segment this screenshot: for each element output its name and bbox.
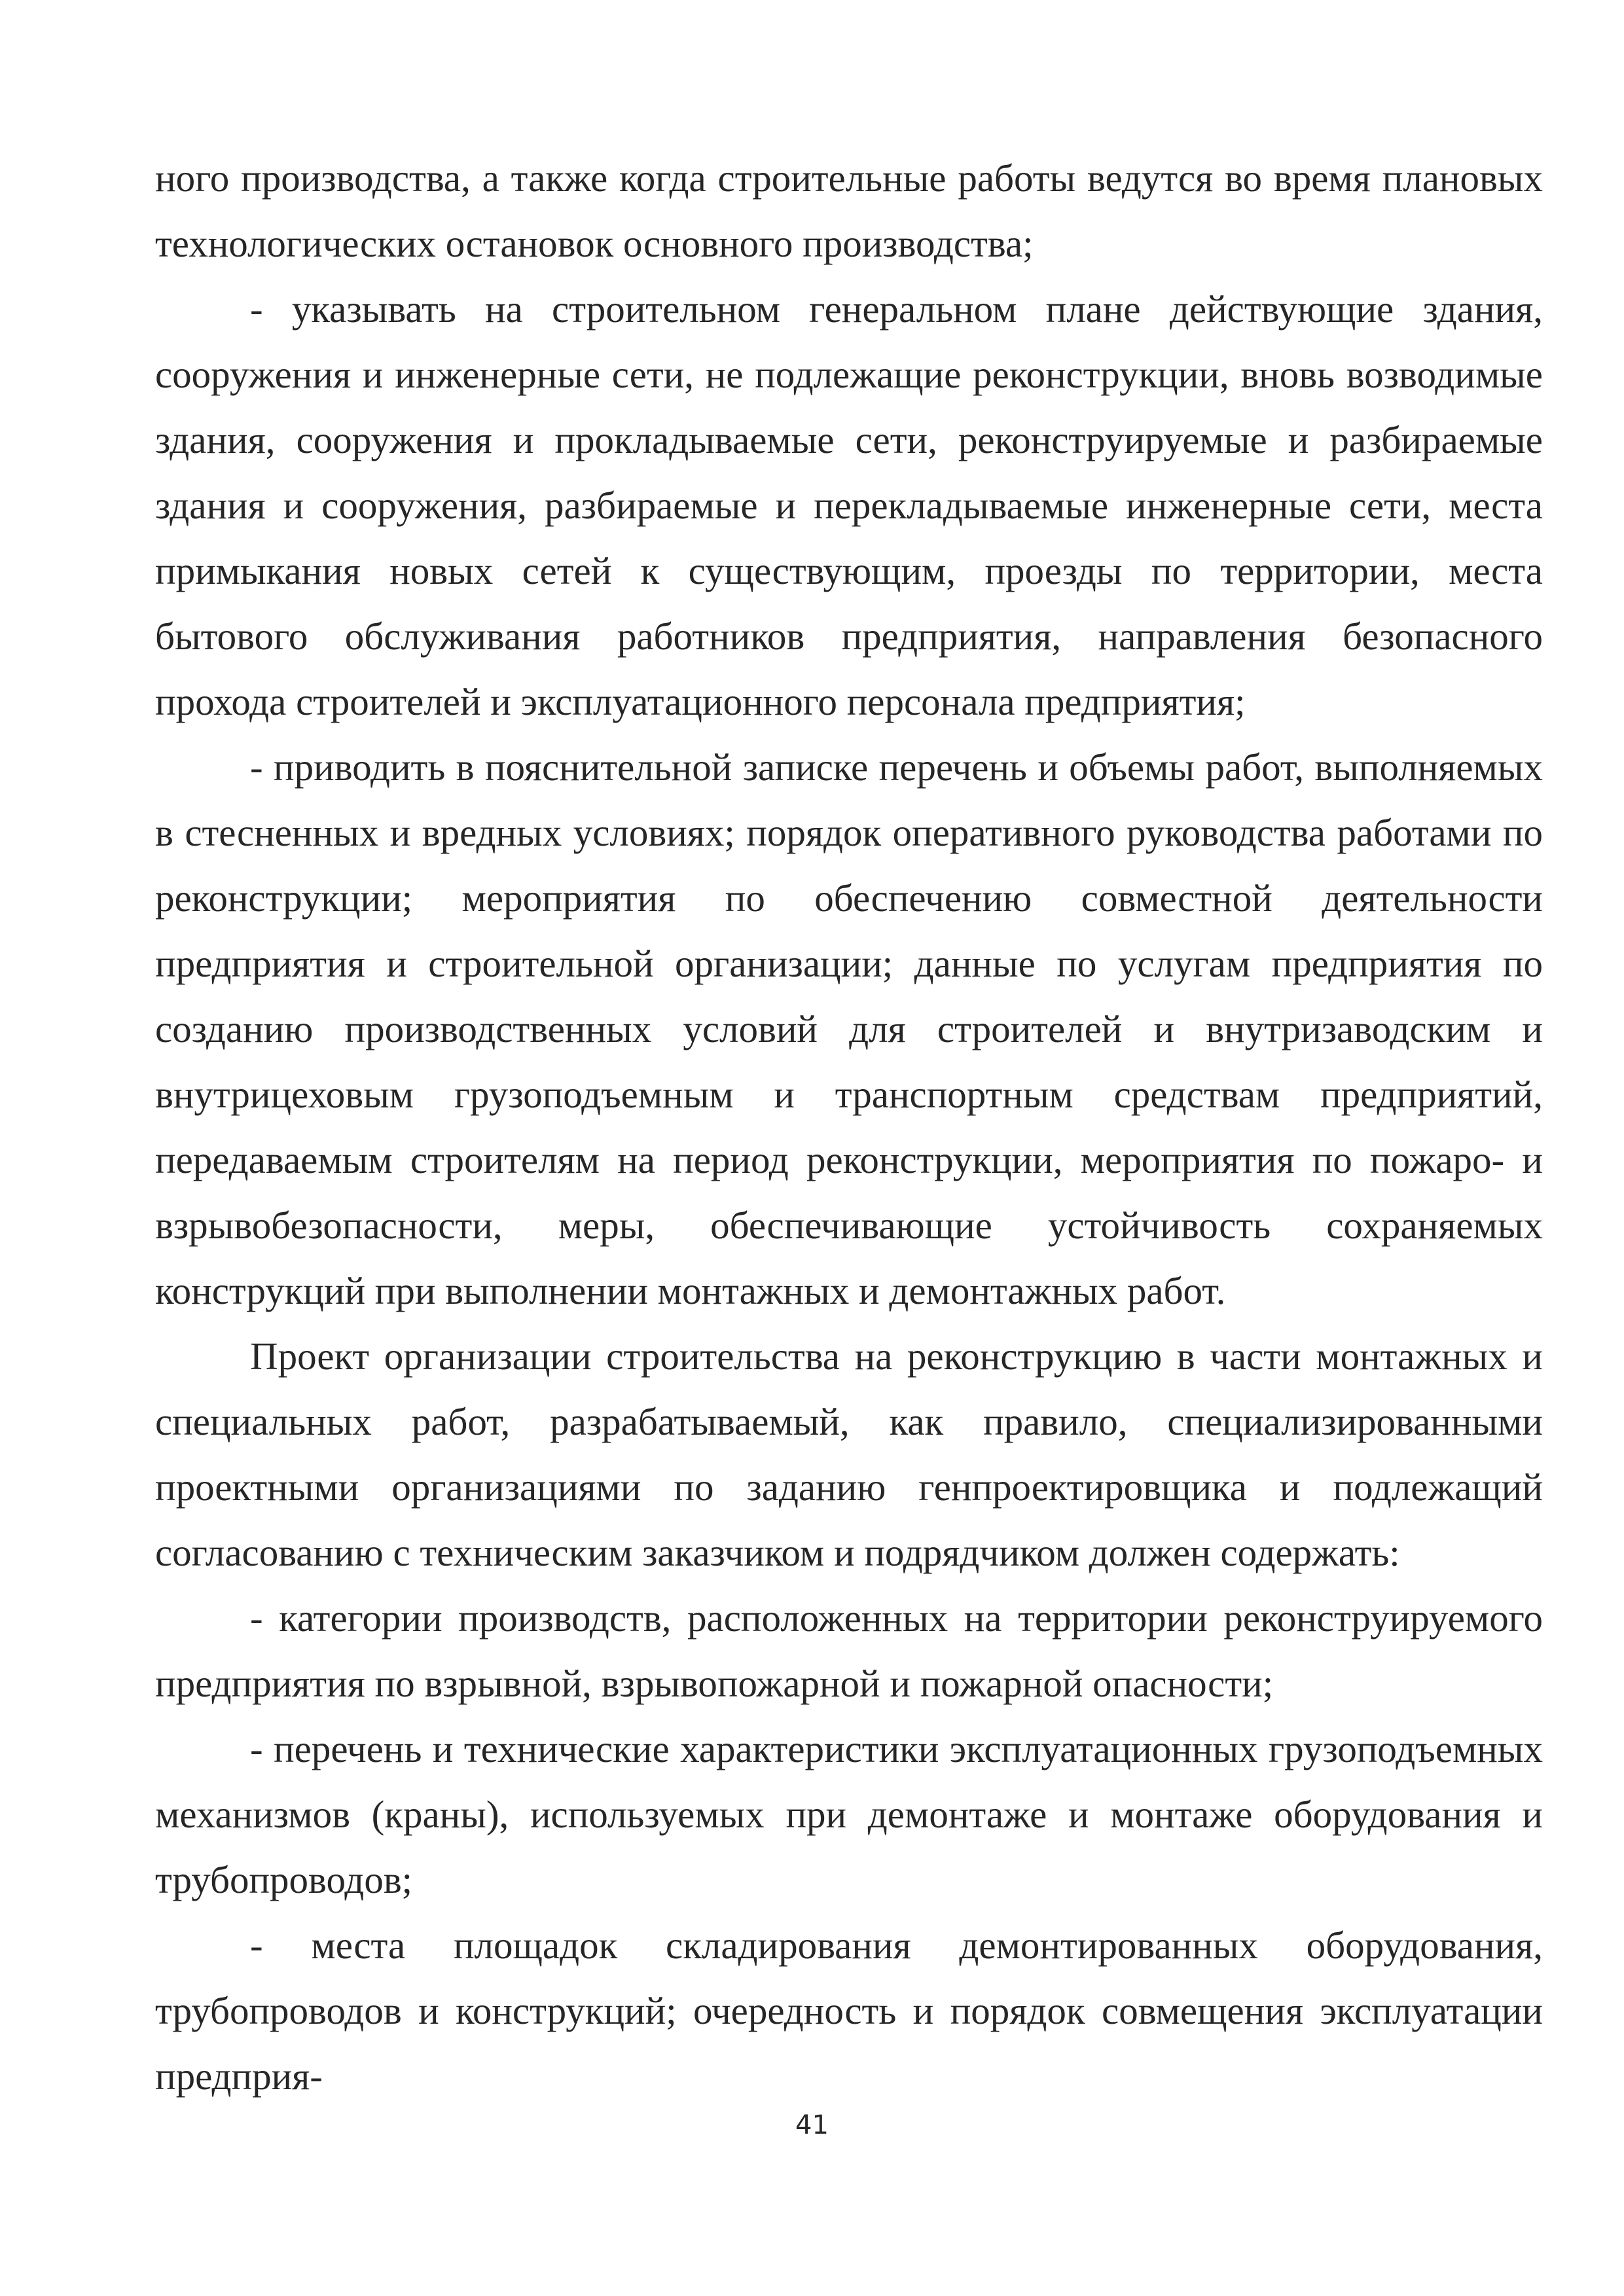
paragraph-list-item: - указывать на строительном генеральном плане действующие здания, сооружения и инженерные сети, не подлежащие реконструкции, вновь возводимые здания, сооружения и прокладываемые сети, реконструируемые и разбираемые здания и сооружения, разбираемые и перекладываемые инженерные сети, места примыкания новых сетей к существующим, проезды по территории, места бытового обслуживания работников предприятия, направления безопасного прохода строителей и эксплуатационного персонала предприятия;: [155, 287, 1543, 723]
paragraph-list-item: - места площадок складирования демонтированных оборудования, трубопроводов и конструкций; очередность и порядок совмещения эксплуатации предприя-: [155, 1924, 1543, 2098]
body-text: [155, 145, 1543, 2109]
paragraph-list-item: - категории производств, расположенных на территории реконструируемого предприятия по взрывной, взрывопожарной и пожарной опасности;: [155, 1596, 1543, 1705]
page-number: 41: [795, 2110, 829, 2140]
paragraph-list-item: - приводить в пояснительной записке перечень и объемы работ, выполняемых в стесненных и вредных условиях; порядок оперативного руководства работами по реконструкции; мероприятия по обеспечению совместной деятельности предприятия и строительной организации; данные по услугам предприятия по созданию производственных условий для строителей и внутризаводским и внутрицеховым грузоподъемным и транспортным средствам предприятий, передаваемым строителям на период реконструкции, мероприятия по пожаро- и взрывобезопасности, меры, обеспечивающие устойчивость сохраняемых конструкций при выполнении монтажных и демонтажных работ.: [155, 745, 1543, 1312]
paragraph: Проект организации строительства на реконструкцию в части монтажных и специальных работ, разрабатываемый, как правило, специализированными проектными организациями по заданию генпроектировщика и подлежащий согласованию с техническим заказчиком и подрядчиком должен содержать:: [155, 1335, 1543, 1574]
paragraph-list-item: - перечень и технические характеристики эксплуатационных грузоподъемных механизмов (краны), используемых при демонтаже и монтаже оборудования и трубопроводов;: [155, 1727, 1543, 1901]
paragraph-continuation: ного производства, а также когда строительные работы ведутся во время плановых технологических остановок основного производства;: [155, 156, 1543, 265]
